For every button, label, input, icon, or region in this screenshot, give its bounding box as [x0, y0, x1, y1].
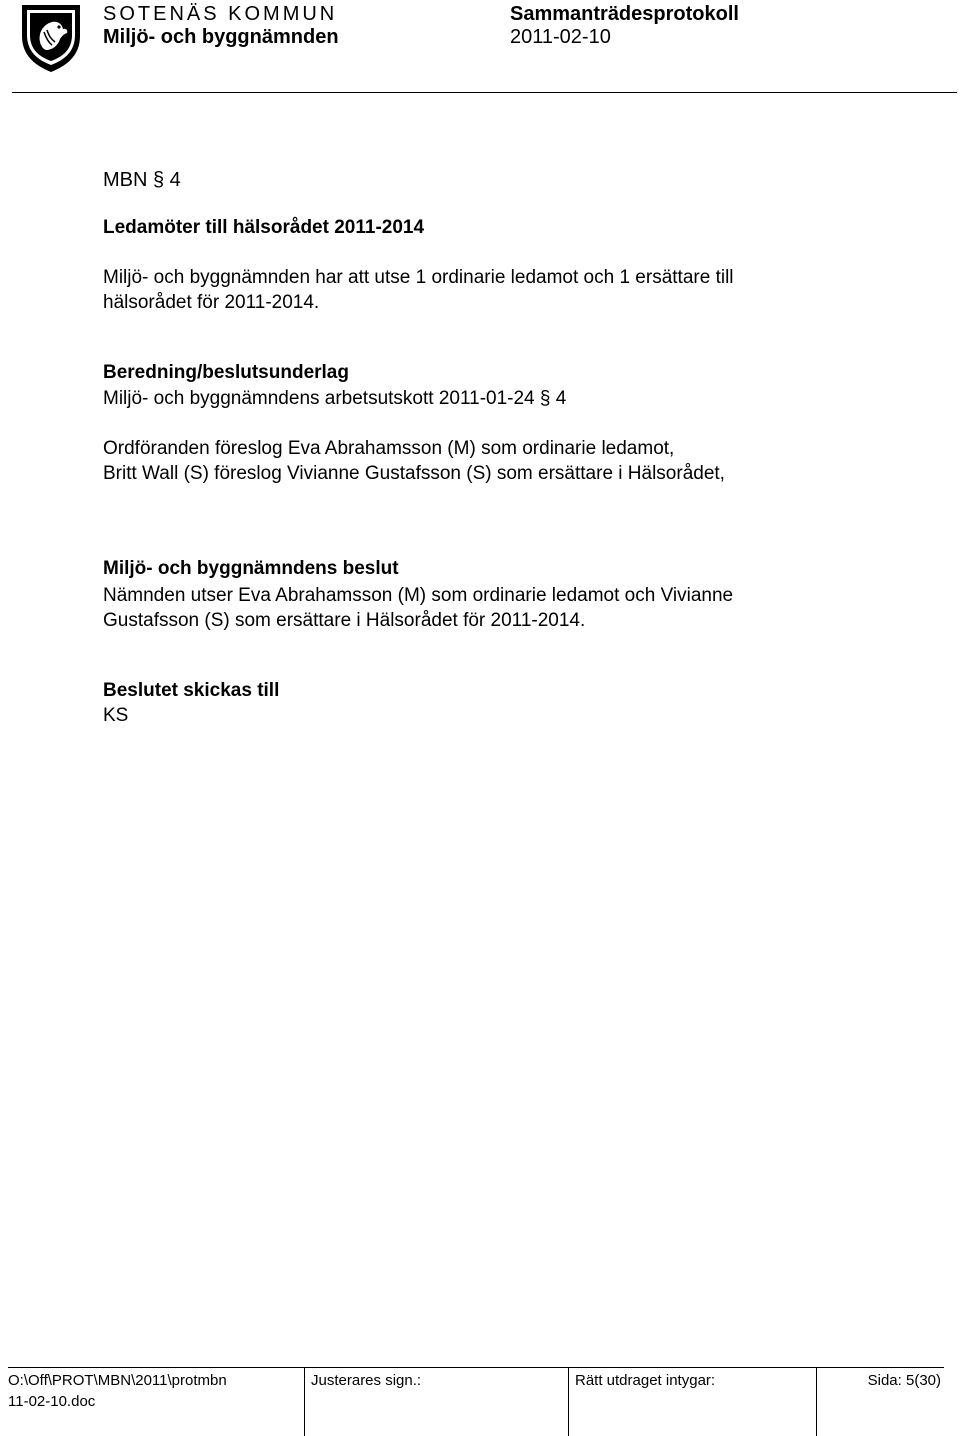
decision-paragraph: [103, 583, 733, 633]
preparation-reference: Miljö- och byggnämndens arbetsutskott 2011-01-24 § 4: [103, 388, 567, 409]
footer-adjuster-signature: [304, 1367, 569, 1436]
municipality-coat-of-arms-logo: [18, 2, 84, 74]
footer-file-path: [8, 1367, 304, 1436]
section-number: MBN § 4: [103, 169, 181, 191]
send-to-heading: Beslutet skickas till: [103, 680, 280, 701]
header-divider: [12, 92, 957, 93]
section-title: Ledamöter till hälsorådet 2011-2014: [103, 217, 425, 238]
document-date: 2011-02-10: [510, 26, 611, 48]
file-path-line: O:\Off\PROT\MBN\2011\protmbn: [8, 1372, 227, 1389]
page-number-label: Sida: 5(30): [867, 1372, 941, 1389]
adjuster-signature-label: Justerares sign.:: [311, 1372, 422, 1389]
decision-heading: Miljö- och byggnämndens beslut: [103, 558, 399, 579]
decision-line: Gustafsson (S) som ersättare i Hälsorådet för 2011-2014.: [103, 610, 586, 631]
send-to-recipient: KS: [103, 705, 129, 726]
intro-line: Miljö- och byggnämnden har att utse 1 ordinarie ledamot och 1 ersättare till: [103, 267, 734, 288]
decision-line: Nämnden utser Eva Abrahamsson (M) som ordinarie ledamot och Vivianne: [103, 585, 734, 606]
proposal-line: Britt Wall (S) föreslog Vivianne Gustafsson (S) som ersättare i Hälsorådet,: [103, 463, 725, 484]
excerpt-certification-label: Rätt utdraget intygar:: [575, 1372, 716, 1389]
footer-excerpt-certification: [568, 1367, 817, 1436]
proposal-line: Ordföranden föreslog Eva Abrahamsson (M) som ordinarie ledamot,: [103, 438, 675, 459]
document-type: Sammanträdesprotokoll: [510, 3, 739, 25]
footer-page-number: [816, 1367, 945, 1436]
page-footer: [0, 1367, 960, 1433]
proposal-paragraph: [103, 436, 725, 486]
org-name: SOTENÄS KOMMUN: [103, 3, 338, 25]
committee-name: Miljö- och byggnämnden: [103, 26, 339, 48]
preparation-heading: Beredning/beslutsunderlag: [103, 362, 349, 383]
file-path-line: 11-02-10.doc: [8, 1393, 96, 1410]
intro-paragraph: [103, 265, 734, 315]
intro-line: hälsorådet för 2011-2014.: [103, 292, 320, 313]
